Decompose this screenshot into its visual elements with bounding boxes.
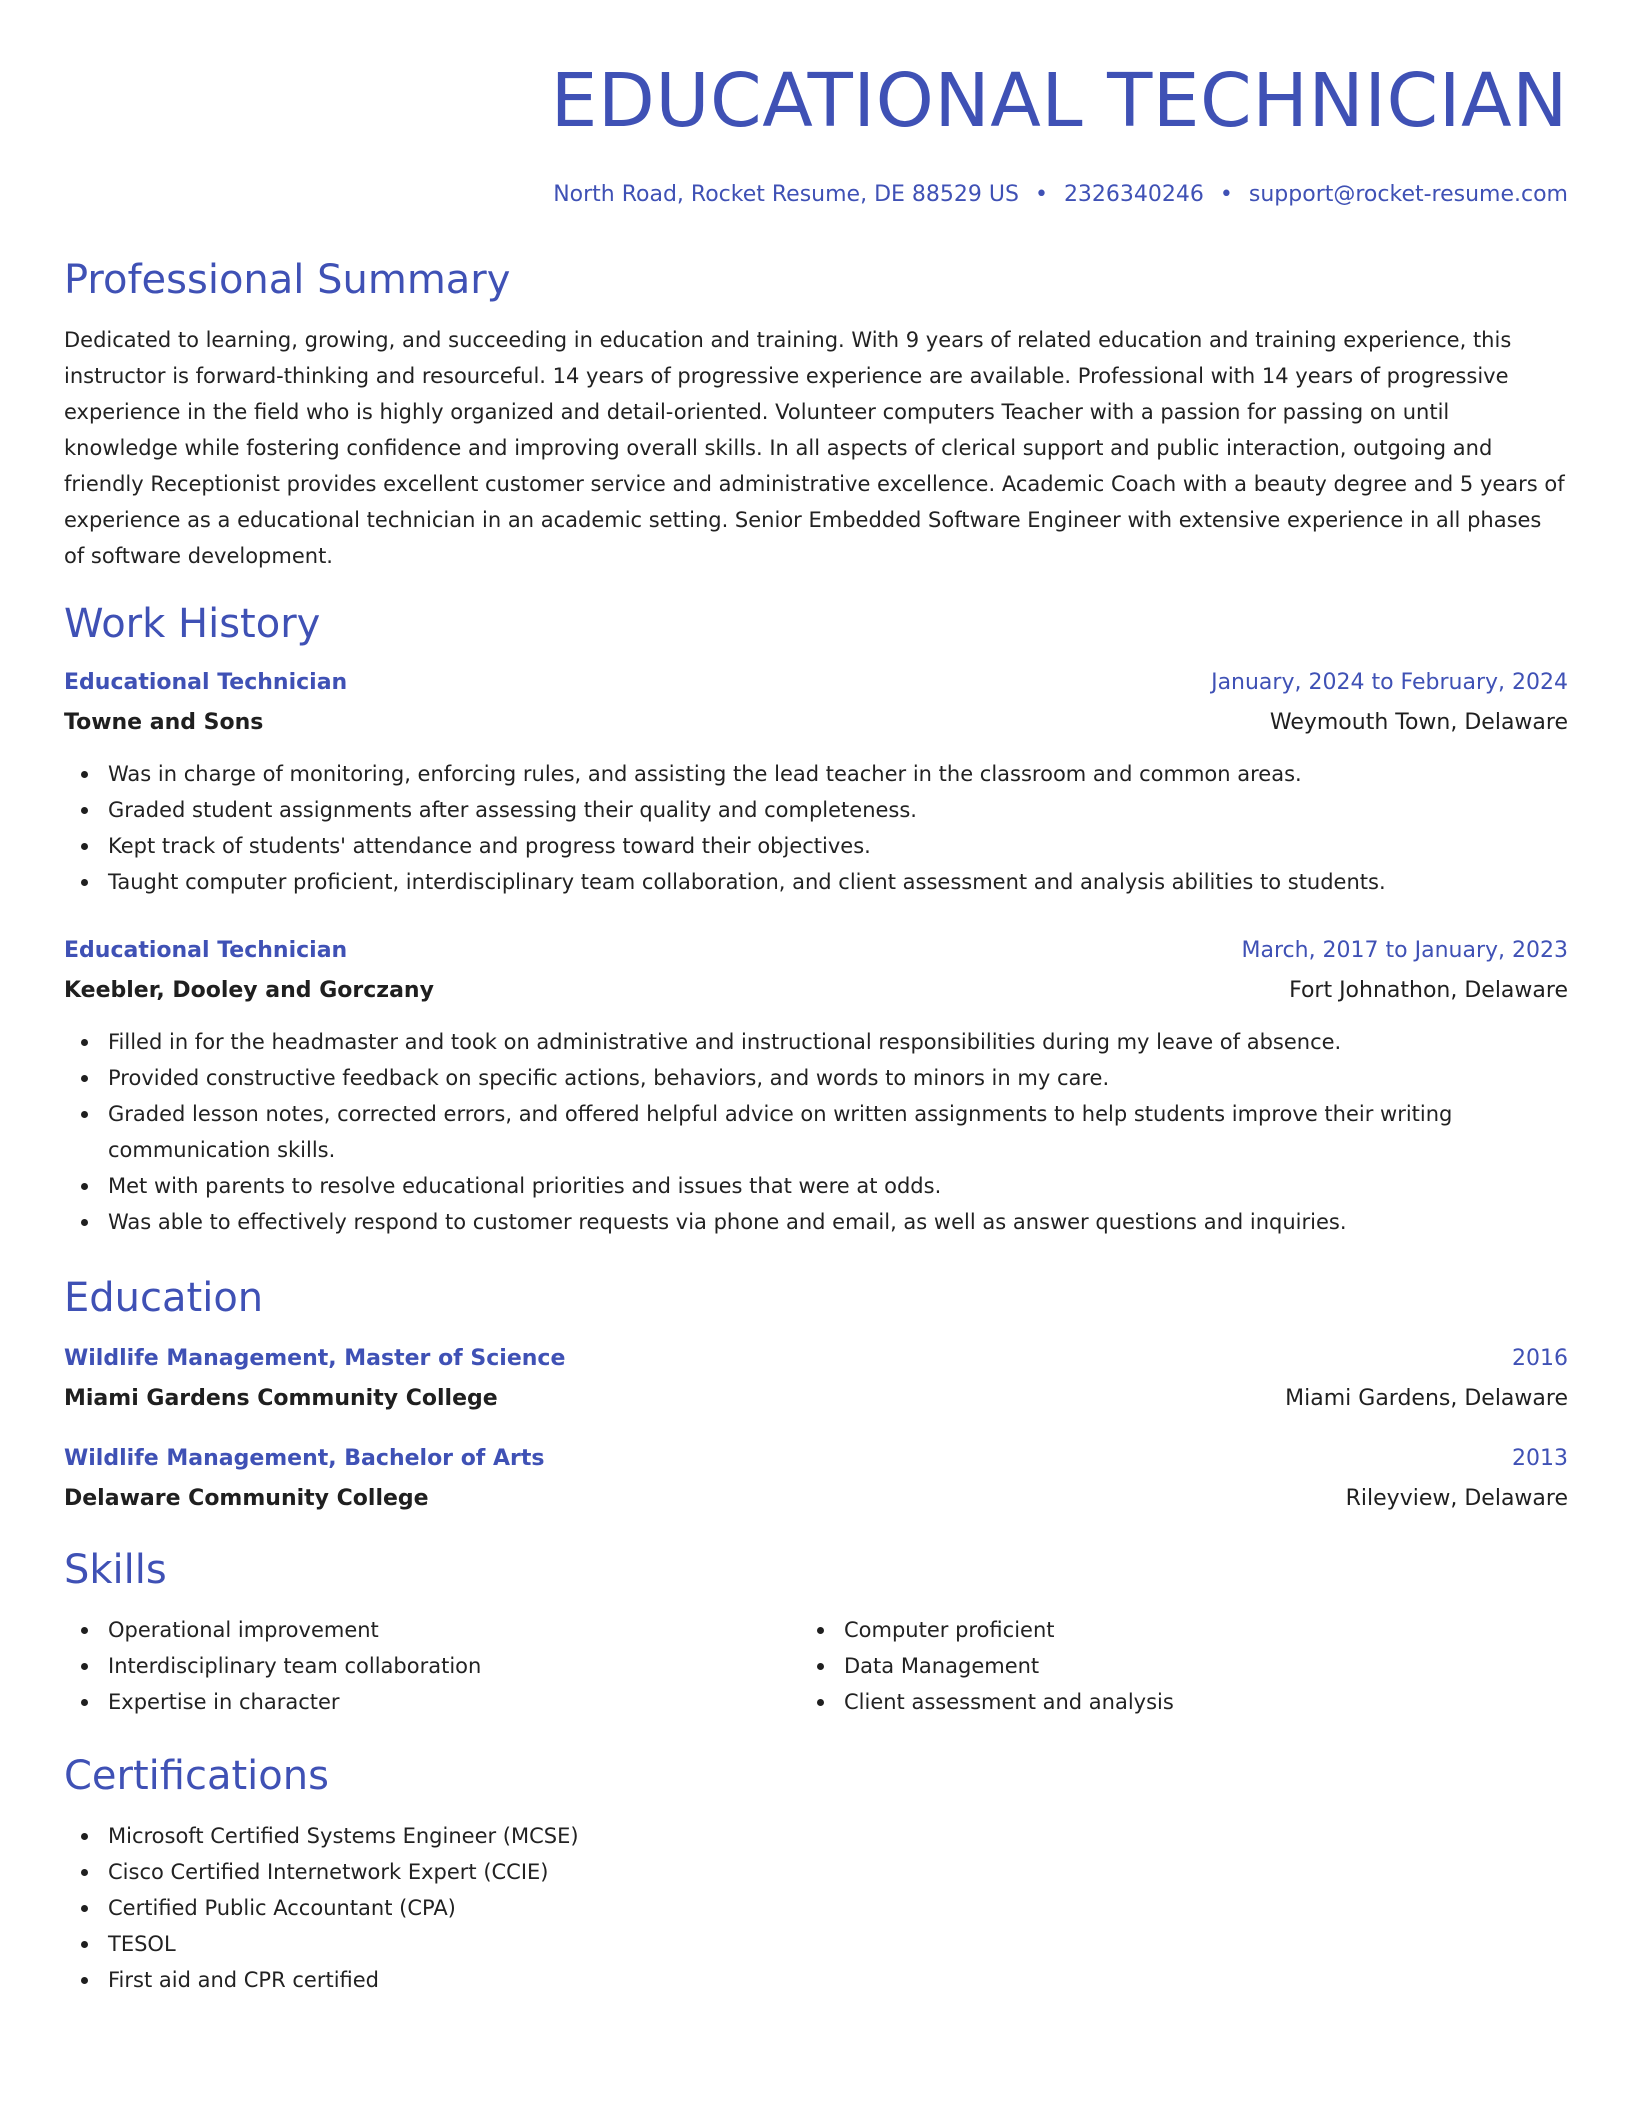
summary-text: Dedicated to learning, growing, and succeeding in education and training. With 9 years of related education and training experience, this instructor is forward-thinking and resourceful. 14 years of progressive experience are available. Professional with 14 years of progressive experience in the field who is highly organized and detail-oriented. Volunteer computers Teacher with a passion for passing on until knowledge while fostering confidence and improving overall skills. In all aspects of clerical support and public interaction, outgoing and friendly Receptionist provides excellent customer service and administrative excellence. Academic Coach with a beauty degree and 5 years of experience as a educational technician in an academic setting. Senior Embedded Software Engineer with extensive experience in all phases of software development. — [64, 328, 1565, 568]
skill-item: Interdisciplinary team collaboration — [64, 1648, 800, 1684]
job-duty: Filled in for the headmaster and took on administrative and instructional responsibilities during my leave of absence. — [64, 1024, 1568, 1060]
job-location: Weymouth Town, Delaware — [1269, 710, 1568, 735]
contact-address: North Road, Rocket Resume, DE 88529 US — [553, 182, 1019, 207]
employer-name: Keebler, Dooley and Gorczany — [64, 978, 434, 1003]
job-duty: Was able to effectively respond to customer requests via phone and email, as well as answer questions and inquiries. — [64, 1204, 1568, 1240]
job-duty: Provided constructive feedback on specific actions, behaviors, and words to minors in my care. — [64, 1060, 1568, 1096]
section-title-skills: Skills — [64, 1547, 167, 1593]
job-title: Educational Technician — [64, 938, 348, 963]
school-name: Delaware Community College — [64, 1486, 429, 1511]
skill-item: Computer proficient — [800, 1612, 1536, 1648]
job-duty: Graded student assignments after assessing their quality and completeness. — [64, 792, 1568, 828]
job-location: Fort Johnathon, Delaware — [1289, 978, 1568, 1003]
job-duty: Kept track of students' attendance and progress toward their objectives. — [64, 828, 1568, 864]
graduation-year: 2016 — [1512, 1346, 1568, 1371]
skills-list — [800, 1612, 1536, 1720]
resume-header — [64, 56, 1568, 208]
certification-item: Cisco Certified Internetwork Expert (CCIE) — [64, 1854, 1568, 1890]
contact-email: support@rocket-resume.com — [1248, 182, 1568, 207]
job-dates: January, 2024 to February, 2024 — [1211, 670, 1568, 695]
job-duty: Graded lesson notes, corrected errors, and offered helpful advice on written assignments to help students improve their writing communication skills. — [64, 1096, 1568, 1168]
skills-list — [64, 1612, 800, 1720]
contact-phone: 2326340246 — [1063, 182, 1204, 207]
contact-separator: • — [1034, 182, 1048, 207]
job-entry — [64, 668, 1568, 900]
degree-name: Wildlife Management, Bachelor of Arts — [64, 1446, 545, 1471]
section-title-education: Education — [64, 1275, 264, 1321]
certification-item: TESOL — [64, 1926, 1568, 1962]
certification-item: Certified Public Accountant (CPA) — [64, 1890, 1568, 1926]
job-entry — [64, 936, 1568, 1240]
skill-item: Data Management — [800, 1648, 1536, 1684]
section-title-summary: Professional Summary — [64, 257, 511, 303]
skill-item: Operational improvement — [64, 1612, 800, 1648]
contact-line — [64, 182, 1568, 208]
certification-item: Microsoft Certified Systems Engineer (MCSE) — [64, 1818, 1568, 1854]
job-duty: Taught computer proficient, interdisciplinary team collaboration, and client assessment and analysis abilities to students. — [64, 864, 1568, 900]
candidate-name: EDUCATIONAL TECHNICIAN — [550, 58, 1568, 144]
job-duties-list — [64, 1024, 1568, 1240]
education-entry — [64, 1444, 1568, 1514]
job-title: Educational Technician — [64, 670, 348, 695]
job-duties-list — [64, 756, 1568, 900]
skill-item: Expertise in character — [64, 1684, 800, 1720]
skills-grid — [64, 1612, 1568, 1720]
school-location: Rileyview, Delaware — [1345, 1486, 1568, 1511]
section-title-work-history: Work History — [64, 601, 321, 647]
school-name: Miami Gardens Community College — [64, 1386, 498, 1411]
skills-column-left — [64, 1612, 800, 1720]
job-duty: Met with parents to resolve educational priorities and issues that were at odds. — [64, 1168, 1568, 1204]
certification-item: First aid and CPR certified — [64, 1962, 1568, 1998]
section-title-certifications: Certifications — [64, 1753, 329, 1799]
education-entry — [64, 1344, 1568, 1414]
skill-item: Client assessment and analysis — [800, 1684, 1536, 1720]
employer-name: Towne and Sons — [64, 710, 264, 735]
skills-column-right — [800, 1612, 1536, 1720]
degree-name: Wildlife Management, Master of Science — [64, 1346, 566, 1371]
school-location: Miami Gardens, Delaware — [1285, 1386, 1568, 1411]
graduation-year: 2013 — [1512, 1446, 1568, 1471]
job-duty: Was in charge of monitoring, enforcing rules, and assisting the lead teacher in the classroom and common areas. — [64, 756, 1568, 792]
contact-separator: • — [1219, 182, 1233, 207]
certifications-list — [64, 1818, 1568, 1998]
job-dates: March, 2017 to January, 2023 — [1241, 938, 1568, 963]
